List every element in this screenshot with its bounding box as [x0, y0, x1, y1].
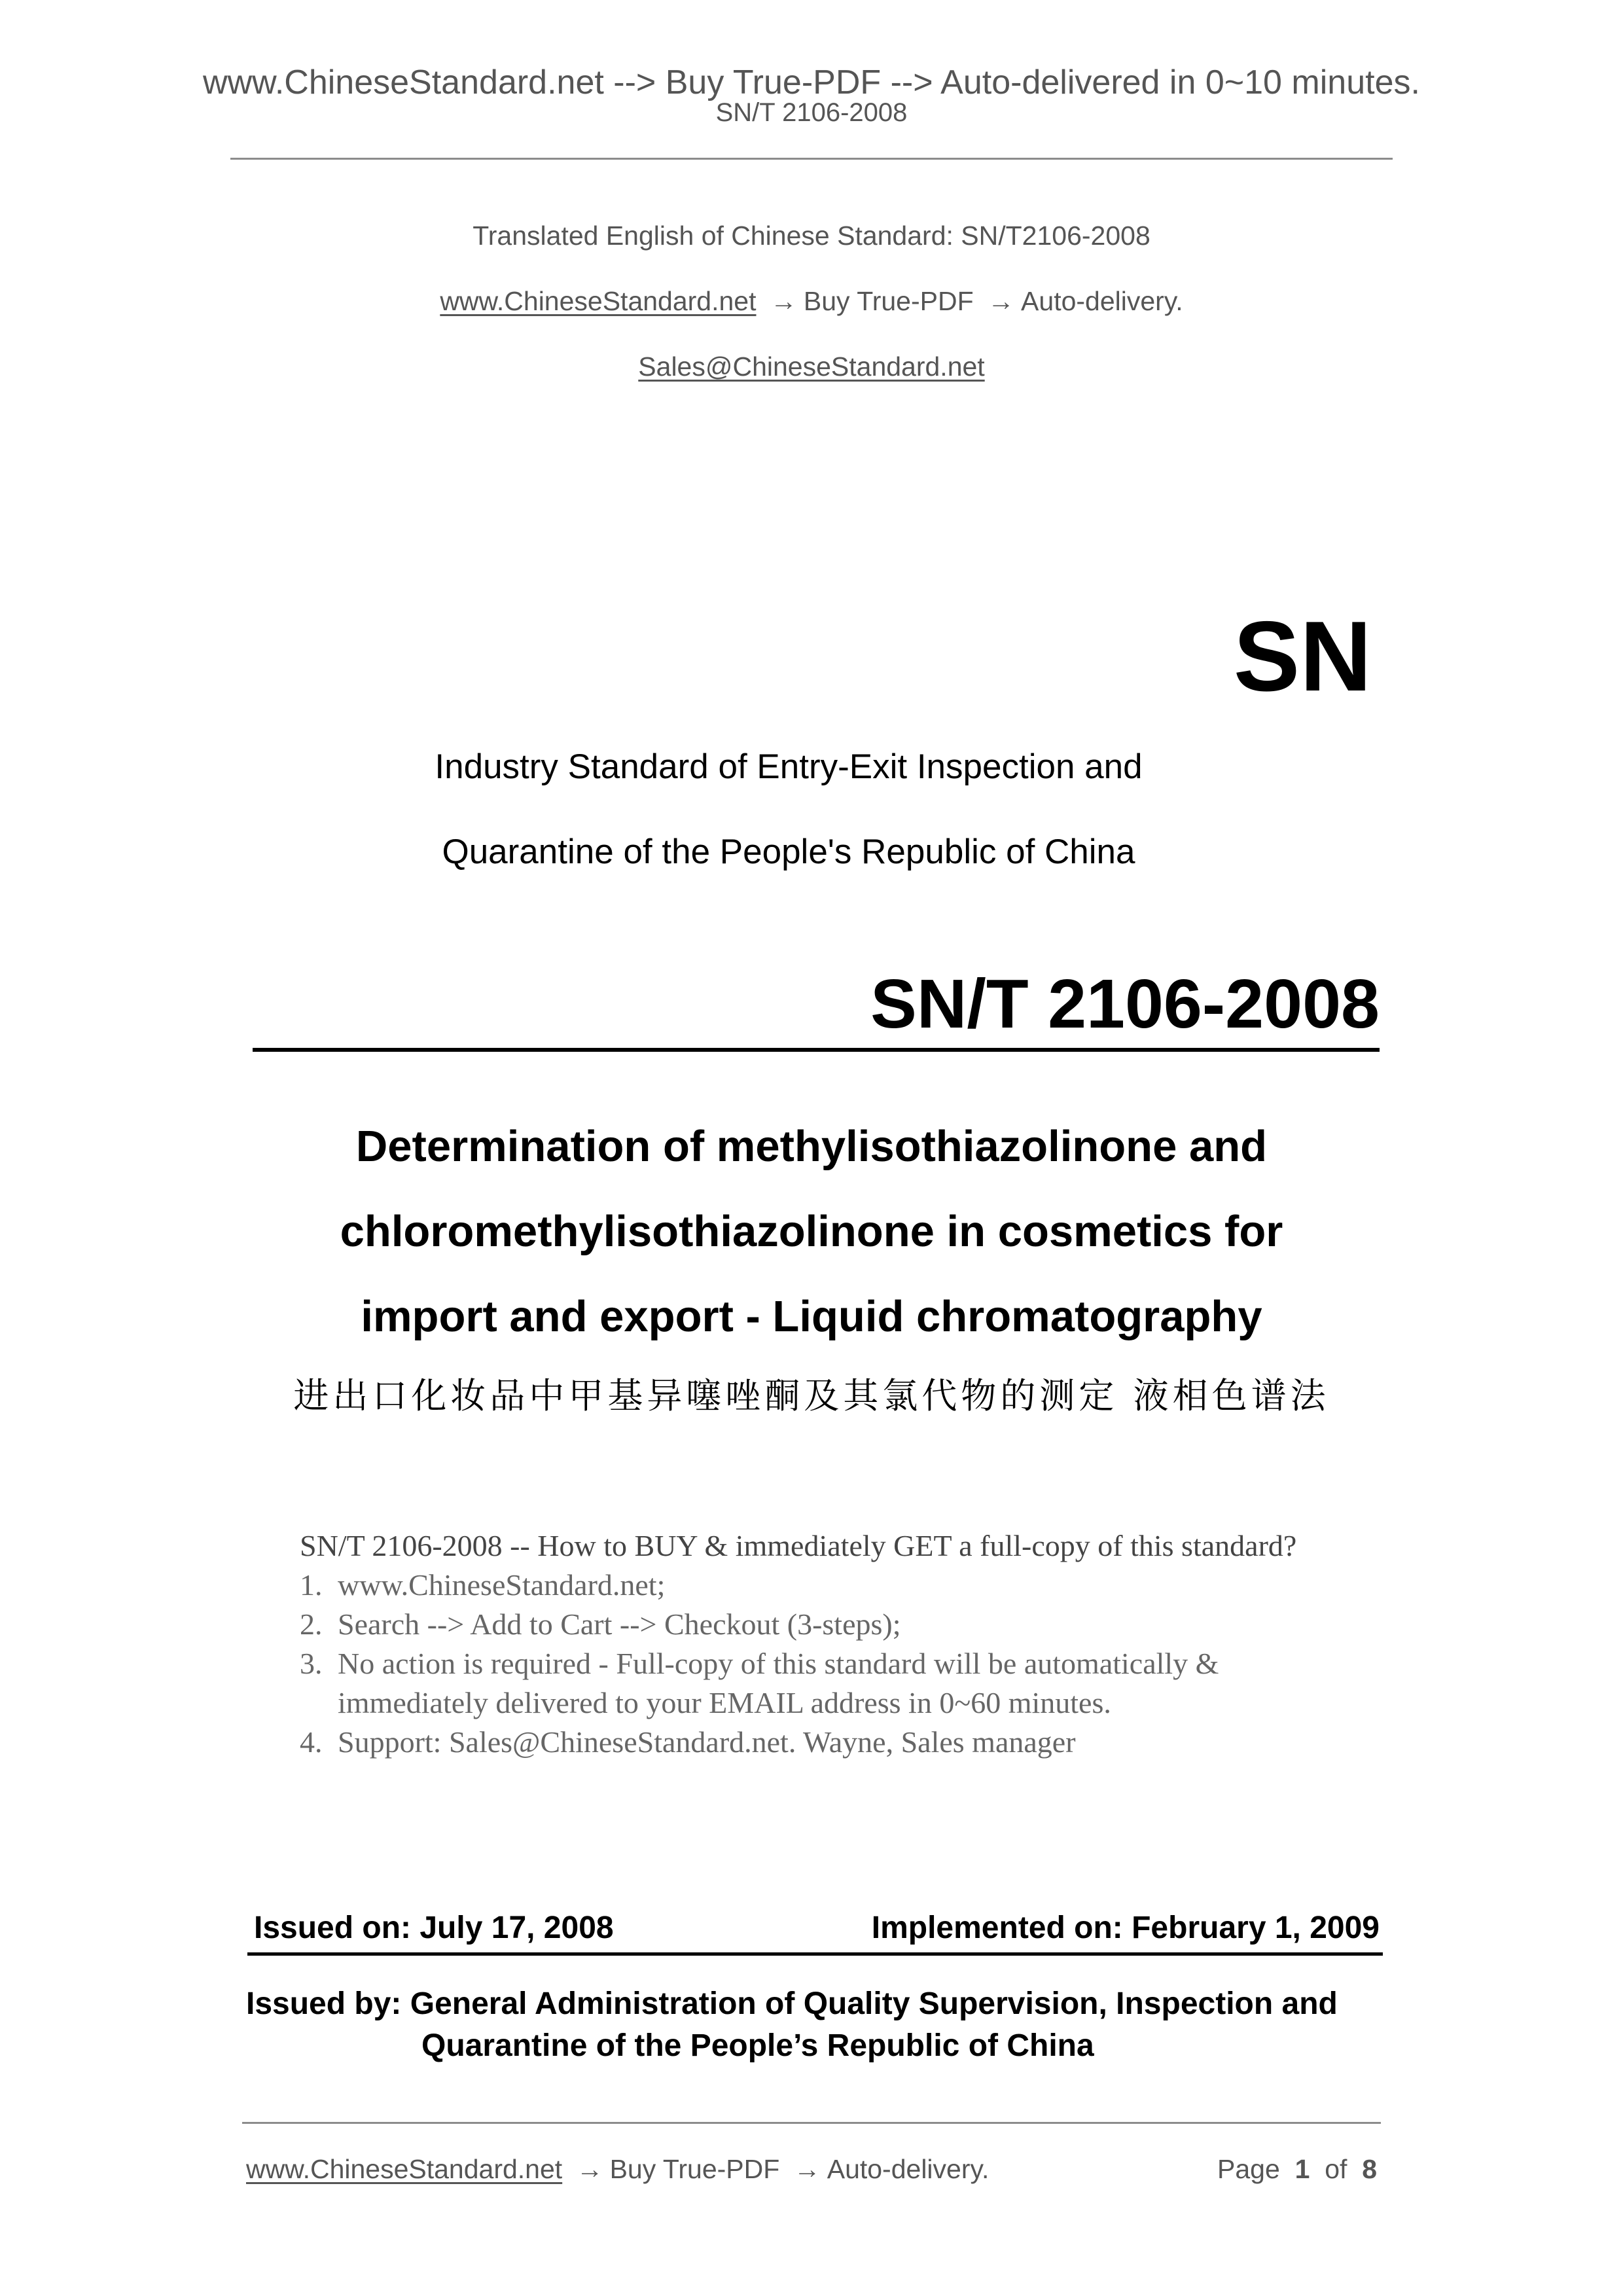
sn-mark: SN: [1233, 601, 1372, 712]
footer-links: [246, 2153, 989, 2185]
issuer-line-2: Quarantine of the People’s Republic of China: [421, 2028, 1094, 2063]
dates-divider: [247, 1952, 1383, 1956]
purchase-item: 1. www.ChineseStandard.net;: [300, 1568, 666, 1602]
header-divider: [230, 158, 1393, 160]
delivery-text: Auto-delivery.: [1021, 286, 1183, 316]
page-current: 1: [1294, 2154, 1310, 2184]
email-link[interactable]: Sales@ChineseStandard.net: [638, 351, 985, 382]
title-line-2: chloromethylisothiazolinone in cosmetics for: [340, 1207, 1283, 1256]
footer-site-link[interactable]: www.ChineseStandard.net: [246, 2154, 563, 2184]
page-indicator: Page 1 of 8: [1217, 2154, 1377, 2184]
title-divider: [253, 1048, 1380, 1052]
translation-links: [0, 285, 1623, 317]
standard-code: SN/T 2106-2008: [870, 965, 1380, 1043]
buy-text: Buy True-PDF: [803, 286, 974, 316]
header-doc-code: SN/T 2106-2008: [715, 98, 908, 127]
industry-line-1: Industry Standard of Entry-Exit Inspection and: [435, 747, 1143, 786]
purchase-heading: SN/T 2106-2008 -- How to BUY & immediately GET a full-copy of this standard?: [300, 1529, 1297, 1562]
issued-on: Issued on: July 17, 2008: [254, 1910, 614, 1945]
arrow-right-icon: →: [988, 286, 1015, 316]
arrow-right-icon: →: [793, 2154, 821, 2184]
footer-delivery-text: Auto-delivery.: [827, 2154, 990, 2184]
page-total: 8: [1362, 2154, 1377, 2184]
footer-divider: [242, 2122, 1381, 2124]
purchase-item: 3. No action is required - Full-copy of this standard will be automatically &: [300, 1647, 1219, 1680]
arrow-right-icon: →: [576, 2154, 603, 2184]
header-banner: www.ChineseStandard.net --> Buy True-PDF --> Auto-delivered in 0~10 minutes.: [203, 63, 1420, 101]
title-line-1: Determination of methylisothiazolinone and: [355, 1122, 1268, 1171]
chinese-title: 进出口化妆品中甲基异噻唑酮及其氯代物的测定 液相色谱法: [293, 1375, 1330, 1416]
issuer-line-1: Issued by: General Administration of Quality Supervision, Inspection and: [246, 1986, 1338, 2021]
industry-line-2: Quarantine of the People's Republic of China: [442, 833, 1135, 871]
purchase-item: 4. Support: Sales@ChineseStandard.net. Wayne, Sales manager: [300, 1725, 1076, 1759]
title-line-3: import and export - Liquid chromatography: [361, 1292, 1262, 1341]
footer-buy-text: Buy True-PDF: [609, 2154, 780, 2184]
purchase-item: 2. Search --> Add to Cart --> Checkout (3-steps);: [300, 1607, 901, 1641]
site-link[interactable]: www.ChineseStandard.net: [440, 286, 757, 316]
implemented-on: Implemented on: February 1, 2009: [871, 1910, 1380, 1945]
email-line: [0, 351, 1623, 382]
arrow-right-icon: →: [770, 286, 797, 316]
purchase-item-continued: immediately delivered to your EMAIL address in 0~60 minutes.: [338, 1686, 1111, 1719]
translation-notice: Translated English of Chinese Standard: SN/T2106-2008: [473, 221, 1150, 251]
